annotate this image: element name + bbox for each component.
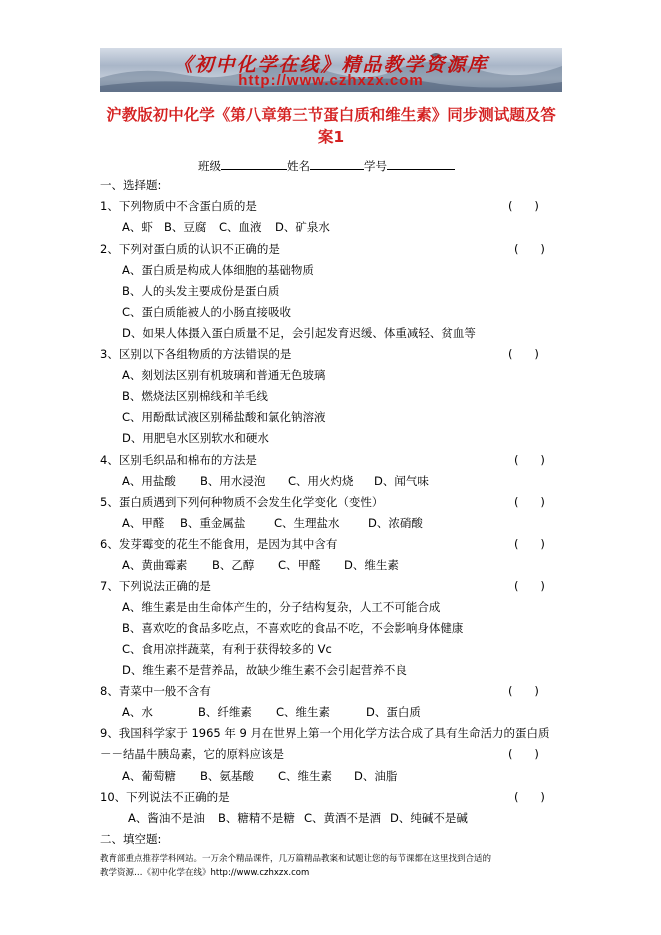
class-label: 班级 bbox=[198, 159, 221, 173]
options-row bbox=[122, 473, 429, 489]
question-stem: 9、我国科学家于 1965 年 9 月在世界上第一个用化学方法合成了具有生命活力的蛋白质 bbox=[100, 726, 550, 740]
option: A、葡萄糖 bbox=[122, 769, 176, 783]
option: D、闻气味 bbox=[374, 474, 429, 488]
footer-line-1: 教育部重点推荐学科网站。一万余个精品课件，几万篇精品教案和试题让您的每节课都在这里找到合适的 bbox=[100, 854, 492, 864]
site-banner bbox=[100, 48, 562, 92]
document-title: 沪教版初中化学《第八章第三节蛋白质和维生素》同步测试题及答案1 bbox=[106, 106, 556, 146]
option: D、纯碱不是碱 bbox=[390, 811, 468, 825]
option: A、水 bbox=[122, 705, 153, 719]
option: C、维生素 bbox=[278, 769, 333, 783]
page-footer bbox=[100, 852, 570, 880]
question-stem-continued: －－结晶牛胰岛素，它的原料应该是 bbox=[100, 747, 284, 761]
option: A、维生素是由生命体产生的，分子结构复杂，人工不可能合成 bbox=[122, 600, 441, 614]
option: A、酱油不是油 bbox=[128, 811, 205, 825]
option: C、维生素 bbox=[276, 705, 331, 719]
section-heading-choice: 一、选择题: bbox=[100, 178, 162, 192]
name-label: 姓名 bbox=[287, 159, 310, 173]
question-stem: 8、青菜中一般不含有 bbox=[100, 684, 211, 698]
question-stem: 4、区别毛织品和棉布的方法是 bbox=[100, 453, 257, 467]
question-stem: 7、下列说法正确的是 bbox=[100, 579, 211, 593]
question-stem: 3、区别以下各组物质的方法错误的是 bbox=[100, 347, 292, 361]
options-row bbox=[122, 219, 330, 235]
option: C、生理盐水 bbox=[274, 516, 340, 530]
options-row bbox=[122, 557, 399, 573]
option: A、黄曲霉素 bbox=[122, 558, 188, 572]
options-row bbox=[128, 810, 468, 826]
banner-title: 《初中化学在线》精品教学资源库 bbox=[173, 54, 489, 76]
option: A、用盐酸 bbox=[122, 474, 176, 488]
option: D、油脂 bbox=[354, 769, 398, 783]
options-row bbox=[122, 704, 421, 720]
option: A、蛋白质是构成人体细胞的基础物质 bbox=[122, 263, 314, 277]
class-blank[interactable] bbox=[221, 157, 287, 170]
option: C、甲醛 bbox=[278, 558, 321, 572]
option: D、维生素 bbox=[344, 558, 399, 572]
option: B、用水浸泡 bbox=[200, 474, 266, 488]
number-label: 学号 bbox=[364, 159, 387, 173]
option: B、乙醇 bbox=[212, 558, 255, 572]
answer-paren[interactable]: ( ) bbox=[514, 242, 545, 256]
question-stem: 2、下列对蛋白质的认识不正确的是 bbox=[100, 242, 280, 256]
option: B、豆腐 bbox=[164, 220, 207, 234]
name-blank[interactable] bbox=[310, 157, 364, 170]
option: C、黄酒不是酒 bbox=[304, 811, 382, 825]
answer-paren[interactable]: ( ) bbox=[514, 537, 545, 551]
answer-paren[interactable]: ( ) bbox=[508, 199, 539, 213]
option: A、刻划法区别有机玻璃和普通无色玻璃 bbox=[122, 368, 326, 382]
option: B、糖精不是糖 bbox=[218, 811, 295, 825]
option: D、如果人体摄入蛋白质量不足，会引起发育迟缓、体重减轻、贫血等 bbox=[122, 326, 476, 340]
answer-paren[interactable]: ( ) bbox=[508, 684, 539, 698]
student-info-line bbox=[198, 157, 455, 174]
answer-paren[interactable]: ( ) bbox=[514, 579, 545, 593]
option: D、矿泉水 bbox=[275, 220, 330, 234]
option: D、蛋白质 bbox=[366, 705, 421, 719]
option: A、甲醛 bbox=[122, 516, 165, 530]
answer-paren[interactable]: ( ) bbox=[514, 495, 545, 509]
question-stem: 6、发芽霉变的花生不能食用，是因为其中含有 bbox=[100, 537, 338, 551]
option: C、食用凉拌蔬菜，有利于获得较多的 Vc bbox=[122, 642, 332, 656]
option: B、纤维素 bbox=[198, 705, 252, 719]
option: B、燃烧法区别棉线和羊毛线 bbox=[122, 389, 268, 403]
option: D、浓硝酸 bbox=[368, 516, 423, 530]
option: B、喜欢吃的食品多吃点，不喜欢吃的食品不吃，不会影响身体健康 bbox=[122, 621, 464, 635]
option: D、用肥皂水区别软水和硬水 bbox=[122, 431, 269, 445]
number-blank[interactable] bbox=[387, 157, 455, 170]
option: B、氨基酸 bbox=[200, 769, 254, 783]
question-stem: 1、下列物质中不含蛋白质的是 bbox=[100, 199, 257, 213]
option: C、用酚酞试液区别稀盐酸和氯化钠溶液 bbox=[122, 410, 326, 424]
option: C、蛋白质能被人的小肠直接吸收 bbox=[122, 305, 292, 319]
question-stem: 10、下列说法不正确的是 bbox=[100, 790, 230, 804]
answer-paren[interactable]: ( ) bbox=[514, 790, 545, 804]
question-stem: 5、蛋白质遇到下列何种物质不会发生化学变化（变性） bbox=[100, 495, 384, 509]
section-heading-fill: 二、填空题: bbox=[100, 832, 162, 846]
options-row bbox=[122, 515, 423, 531]
answer-paren[interactable]: ( ) bbox=[508, 347, 539, 361]
banner-url[interactable]: http://www.czhxzx.com bbox=[238, 72, 424, 89]
option: A、虾 bbox=[122, 220, 153, 234]
answer-paren[interactable]: ( ) bbox=[508, 747, 539, 761]
answer-paren[interactable]: ( ) bbox=[514, 453, 545, 467]
option: C、用火灼烧 bbox=[288, 474, 354, 488]
option: B、重金属盐 bbox=[180, 516, 246, 530]
option: D、维生素不是营养品，故缺少维生素不会引起营养不良 bbox=[122, 663, 407, 677]
footer-line-2: 教学资源…《初中化学在线》http://www.czhxzx.com bbox=[100, 868, 310, 878]
option: C、血液 bbox=[219, 220, 262, 234]
option: B、人的头发主要成份是蛋白质 bbox=[122, 284, 280, 298]
options-row bbox=[122, 768, 397, 784]
